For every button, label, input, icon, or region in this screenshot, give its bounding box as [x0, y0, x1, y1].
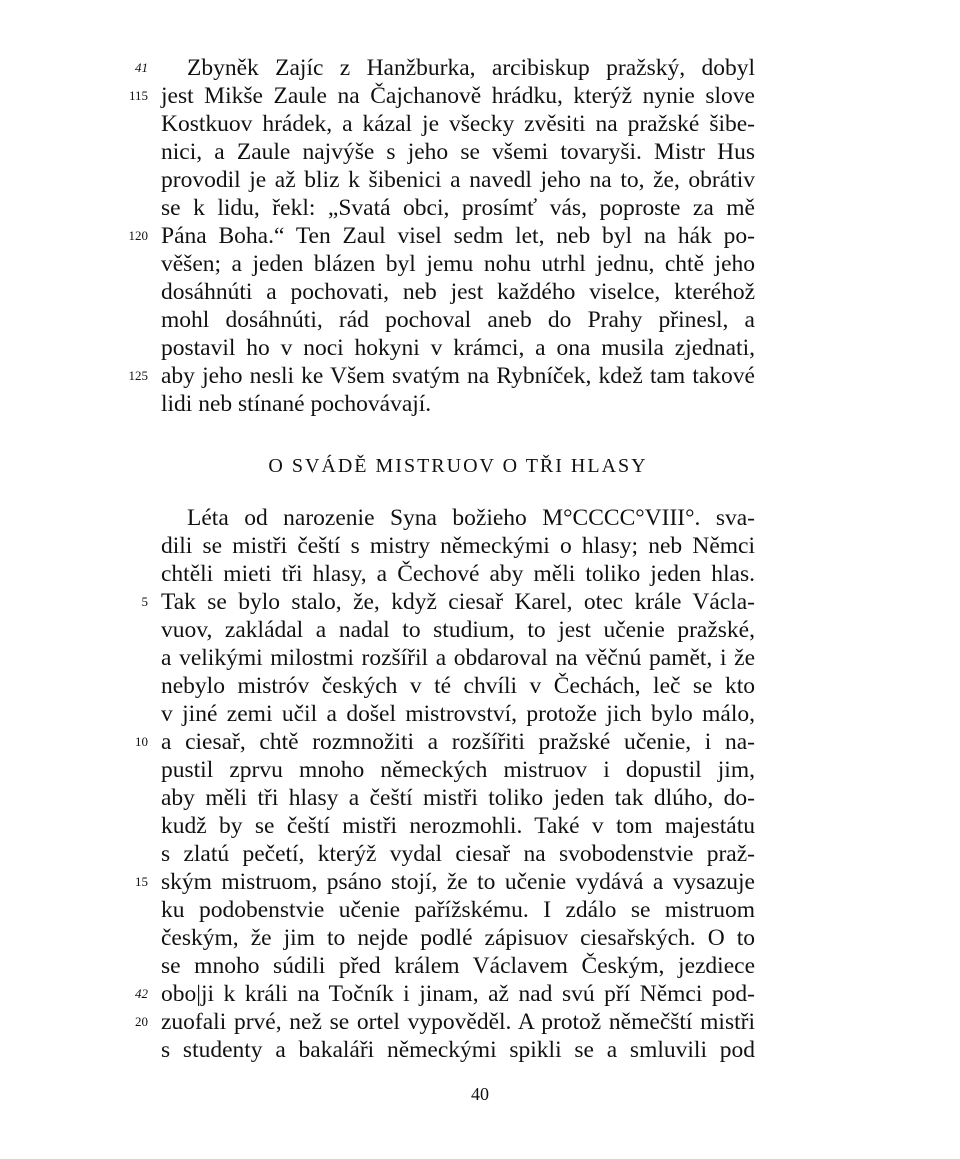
text-line: provodil je až bliz k šibenici a navedl jeho na to, že, obrátiv: [161, 167, 755, 193]
text-line: se mnoho súdili před králem Václavem Českým, jezdiece: [161, 953, 755, 979]
text-line: kudž by se čeští mistři nerozmohli. Také v tom majestátu: [161, 813, 755, 839]
text-line: s zlatú pečetí, kterýž vydal ciesař na svobodenstvie praž-: [161, 841, 755, 867]
text-line: nebylo mistróv českých v té chvíli v Čechách, leč se kto: [161, 673, 755, 699]
text-line: a velikými milostmi rozšířil a obdaroval na věčnú pamět, i že: [161, 645, 755, 671]
text-line: aby jeho nesli ke Všem svatým na Rybníček, kdež tam takové: [161, 363, 755, 389]
line-number: 125: [128, 368, 148, 383]
text-line: Kostkuov hrádek, a kázal je všecky zvěsiti na pražské šibe-: [161, 111, 755, 137]
text-line: českým, že jim to nejde podlé zápisuov ciesařských. O to: [161, 925, 755, 951]
text-line: pustil zprvu mnoho německých mistruov i dopustil jim,: [161, 757, 755, 783]
text-line: jest Mikše Zaule na Čajchanově hrádku, kterýž nynie slove: [161, 83, 755, 109]
line-number: 5: [141, 594, 148, 609]
text-line: postavil ho v noci hokyni v krámci, a ona musila zjednati,: [161, 335, 755, 361]
margin-reference: 42: [135, 986, 148, 1001]
text-line: dili se mistři čeští s mistry německými o hlasy; neb Němci: [161, 533, 755, 559]
line-number: 115: [128, 88, 148, 103]
text-line: mohl dosáhnúti, rád pochoval aneb do Prahy přinesl, a: [161, 307, 755, 333]
text-line: s studenty a bakaláři německými spikli se a smluvili pod: [161, 1037, 755, 1063]
text-line: obo|ji k králi na Točník i jinam, až nad svú pří Němci pod-: [161, 981, 755, 1007]
text-line: Pána Boha.“ Ten Zaul visel sedm let, neb byl na hák po-: [161, 223, 755, 249]
text-line: chtěli mieti tři hlasy, a Čechové aby měli toliko jeden hlas.: [161, 561, 755, 587]
text-line: vuov, zakládal a nadal to studium, to jest učenie pražské,: [161, 617, 755, 643]
line-number: 120: [128, 228, 148, 243]
text-line: nici, a Zaule najvýše s jeho se všemi tovaryši. Mistr Hus: [161, 139, 755, 165]
text-line: dosáhnúti a pochovati, neb jest každého viselce, kteréhož: [161, 279, 755, 305]
line-number: 15: [135, 874, 148, 889]
text-line: Léta od narozenie Syna božieho M°CCCC°VIII°. sva-: [187, 505, 755, 531]
text-line: se k lidu, řekl: „Svatá obci, prosímť vás, poproste za mě: [161, 195, 755, 221]
text-line: v jiné zemi učil a došel mistrovství, protože jich bylo málo,: [161, 701, 755, 727]
margin-reference: 41: [135, 60, 148, 75]
line-number: 10: [135, 734, 148, 749]
section-heading: O SVÁDĚ MISTRUOV O TŘI HLASY: [268, 455, 648, 477]
text-line: aby měli tři hlasy a čeští mistři toliko jeden tak dlúho, do-: [161, 785, 755, 811]
page-number: 40: [471, 1084, 489, 1104]
text-line: a ciesař, chtě rozmnožiti a rozšířiti pražské učenie, i na-: [161, 729, 755, 755]
text-line: Tak se bylo stalo, že, když ciesař Karel, otec krále Václa-: [161, 589, 755, 615]
text-line: lidi neb stínané pochovávají.: [161, 391, 432, 417]
line-number: 20: [135, 1014, 148, 1029]
text-line: věšen; a jeden blázen byl jemu nohu utrhl jednu, chtě jeho: [161, 251, 755, 277]
text-line: Zbyněk Zajíc z Hanžburka, arcibiskup pražský, dobyl: [187, 55, 755, 81]
text-line: zuofali prvé, než se ortel vypověděl. A protož němečští mistři: [161, 1009, 755, 1035]
text-line: ským mistruom, psáno stojí, že to učenie vydává a vysazuje: [161, 869, 755, 895]
text-line: ku podobenstvie učenie pařížskému. I zdálo se mistruom: [161, 897, 755, 923]
